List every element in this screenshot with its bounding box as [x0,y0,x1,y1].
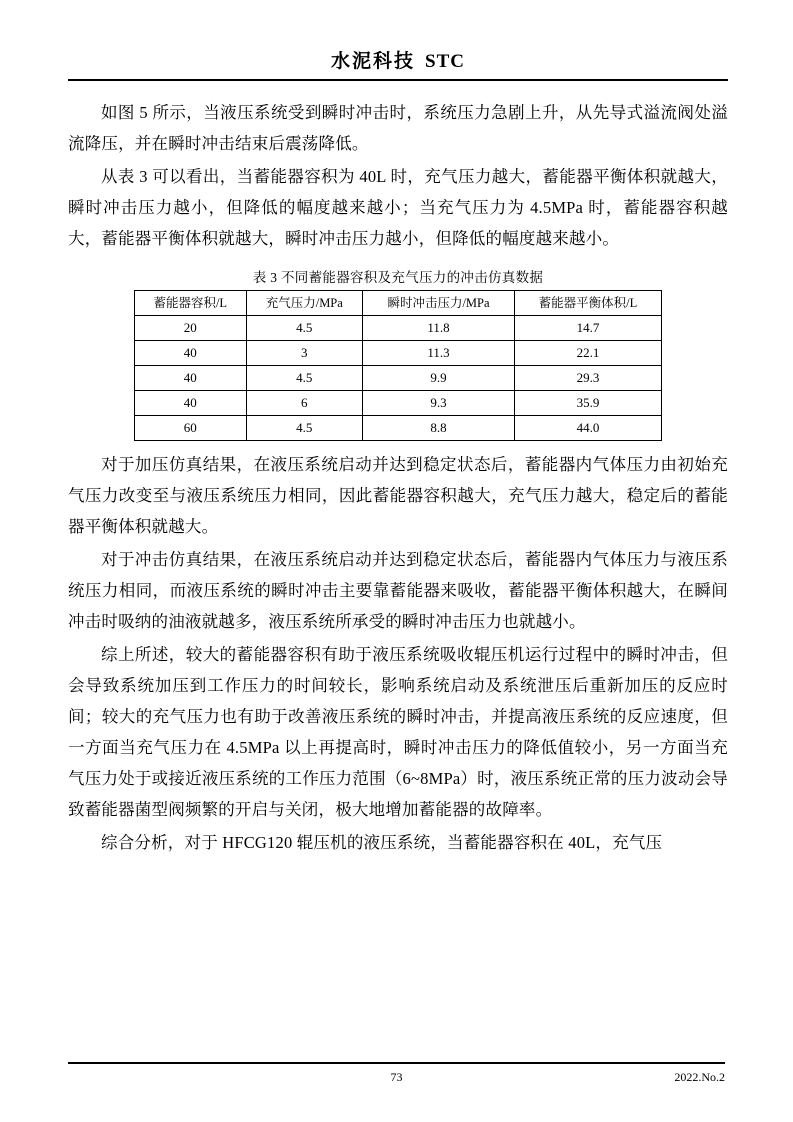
table-cell: 6 [246,391,362,416]
table-header-row [135,291,662,316]
table-cell: 40 [135,391,247,416]
table-cell: 35.9 [514,391,661,416]
paragraph: 综上所述，较大的蓄能器容积有助于液压系统吸收辊压机运行过程中的瞬时冲击，但会导致系统加压到工作压力的时间较长，影响系统启动及系统泄压后重新加压的反应时间；较大的充气压力也有助于改善液压系统的瞬时冲击，并提高液压系统的反应速度，但一方面当充气压力在 4.5MPa 以上再提高时，瞬时冲击压力的降低值较小，另一方面当充气压力处于或接近液压系统的工作压力范围（6~8MPa）时，液压系统正常的压力波动会导致蓄能器菌型阀频繁的开启与关闭，极大地增加蓄能器的故障率。 [68,645,728,819]
header-divider [68,79,728,81]
paragraph: 如图 5 所示，当液压系统受到瞬时冲击时，系统压力急剧上升，从先导式溢流阀处溢流降压，并在瞬时冲击结束后震荡降低。 [68,103,728,153]
paragraph: 综合分析，对于 HFCG120 辊压机的液压系统，当蓄能器容积在 40L，充气压 [101,833,663,852]
table-cell: 14.7 [514,316,661,341]
table-cell: 9.3 [363,391,515,416]
table-cell: 11.8 [363,316,515,341]
table-cell: 40 [135,341,247,366]
table-cell: 9.9 [363,366,515,391]
table-cell: 29.3 [514,366,661,391]
table-caption: 表 3 不同蓄能器容积及充气压力的冲击仿真数据 [252,270,544,285]
page-number: 73 [390,1070,403,1084]
paragraph: 从表 3 可以看出，当蓄能器容积为 40L 时，充气压力越大，蓄能器平衡体积就越大，瞬时冲击压力越小，但降低的幅度越来越小；当充气压力为 4.5MPa 时，蓄能器容积越大，蓄能器平衡体积就越大，瞬时冲击压力越小，但降低的幅度越来越小。 [68,167,728,248]
column-header: 瞬时冲击压力/MPa [363,291,515,316]
table-row [135,366,662,391]
table-cell: 20 [135,316,247,341]
paragraph: 对于加压仿真结果，在液压系统启动并达到稳定状态后，蓄能器内气体压力由初始充气压力改变至与液压系统压力相同，因此蓄能器容积越大，充气压力越大，稳定后的蓄能器平衡体积就越大。 [68,455,728,536]
table-cell: 60 [135,416,247,441]
table-row [135,341,662,366]
column-header: 蓄能器容积/L [135,291,247,316]
table-cell: 40 [135,366,247,391]
table-cell: 22.1 [514,341,661,366]
footer-divider [68,1062,725,1064]
column-header: 充气压力/MPa [246,291,362,316]
page-header [68,40,728,73]
page-content [68,40,728,860]
table-row [135,391,662,416]
table-row [135,416,662,441]
table-row [135,316,662,341]
table-cell: 4.5 [246,366,362,391]
journal-title: 水泥科技 [331,50,416,72]
table-cell: 4.5 [246,416,362,441]
table-cell: 11.3 [363,341,515,366]
table-cell: 4.5 [246,316,362,341]
page-footer [68,1062,725,1086]
simulation-data-table [134,290,662,441]
journal-abbreviation: STC [425,51,465,72]
table-cell: 8.8 [363,416,515,441]
issue-label: 2022.No.2 [674,1070,725,1084]
table-cell: 44.0 [514,416,661,441]
footer-row [68,1070,725,1086]
paragraph: 对于冲击仿真结果，在液压系统启动并达到稳定状态后，蓄能器内气体压力与液压系统压力相同，而液压系统的瞬时冲击主要靠蓄能器来吸收，蓄能器平衡体积越大，在瞬间冲击时吸纳的油液就越多，液压系统所承受的瞬时冲击压力也就越小。 [68,550,728,631]
spacer [68,441,728,449]
column-header: 蓄能器平衡体积/L [514,291,661,316]
table-cell: 3 [246,341,362,366]
